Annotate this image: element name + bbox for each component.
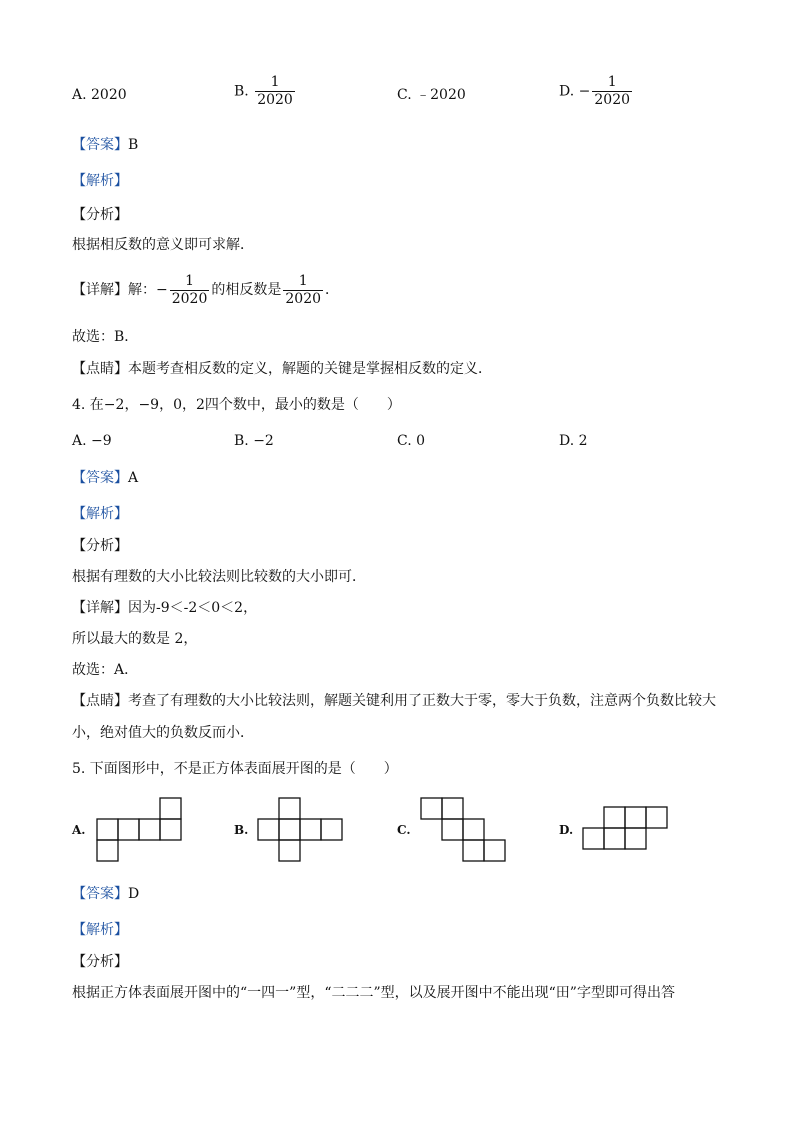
fraction: $\frac{1}{2020}$ <box>594 74 631 108</box>
q3-dianjing: 【点睛】本题考查相反数的定义，解题的关键是掌握相反数的定义． <box>72 361 492 377</box>
q5-question: 5. 下面图形中，不是正方体表面展开图的是（ ） <box>72 761 398 777</box>
q3-conclusion: 故选：B． <box>72 329 139 345</box>
q3-answer: 【答案】B <box>72 137 139 153</box>
fraction: $\frac{1}{2020}$ <box>257 74 293 108</box>
fraction: $\frac{1}{2020}$ <box>285 272 322 307</box>
q3-option-c: C. ﹣2020 <box>397 87 466 103</box>
q4-question: 4. 在−2，−9，0，2四个数中，最小的数是（ ） <box>72 397 401 413</box>
q5-option-a-net <box>96 797 182 863</box>
q5-option-d-net <box>582 806 668 852</box>
q4-option-c: C. 0 <box>397 433 426 449</box>
q4-detail: 【详解】因为-9＜-2＜0＜2， <box>72 600 258 616</box>
q4-fenxi-text: 根据有理数的大小比较法则比较数的大小即可． <box>72 569 366 585</box>
q5-option-c-net <box>420 797 506 863</box>
q4-detail-2: 所以最大的数是 2， <box>72 631 198 647</box>
q5-option-c-label: C. <box>397 823 411 837</box>
q5-fenxi-heading: 【分析】 <box>72 954 128 970</box>
q5-option-b-label: B. <box>234 823 249 837</box>
q3-option-a: A. 2020 <box>72 87 127 103</box>
q5-option-d-label: D. <box>559 823 574 837</box>
q4-conclusion: 故选：A． <box>72 662 139 678</box>
q4-option-d: D. 2 <box>559 433 588 449</box>
q5-fenxi-text: 根据正方体表面展开图中的“一四一”型，“二二二”型，以及展开图中不能出现“田”字型即可得出答 <box>72 985 675 1001</box>
q3-option-d: D. − $\frac{1}{2020}$ <box>559 74 631 108</box>
q4-fenxi-heading: 【分析】 <box>72 538 128 554</box>
q3-fenxi-heading: 【分析】 <box>72 207 128 223</box>
q4-jiexi-heading: 【解析】 <box>72 506 128 522</box>
q4-option-a: A. −9 <box>72 433 112 449</box>
q3-fenxi-text: 根据相反数的意义即可求解． <box>72 237 254 253</box>
q4-option-b: B. −2 <box>234 433 274 449</box>
q5-jiexi-heading: 【解析】 <box>72 922 128 938</box>
q3-jiexi-heading: 【解析】 <box>72 173 128 189</box>
q5-option-b-net <box>257 797 343 863</box>
q4-dianjing-2: 小，绝对值大的负数反而小． <box>72 725 254 741</box>
q3-detail: 【详解】解：− $\frac{1}{2020}$ 的相反数是 $\frac{1}{2020}$ ． <box>72 272 340 307</box>
q5-option-a-label: A. <box>72 823 86 837</box>
q4-answer: 【答案】A <box>72 470 139 486</box>
q4-dianjing: 【点睛】考查了有理数的大小比较法则，解题关键利用了正数大于零，零大于负数，注意两个负数比较大 <box>72 693 716 709</box>
q3-option-b: B. $\frac{1}{2020}$ <box>234 74 293 108</box>
q5-answer: 【答案】D <box>72 886 140 902</box>
fraction: $\frac{1}{2020}$ <box>171 272 208 307</box>
